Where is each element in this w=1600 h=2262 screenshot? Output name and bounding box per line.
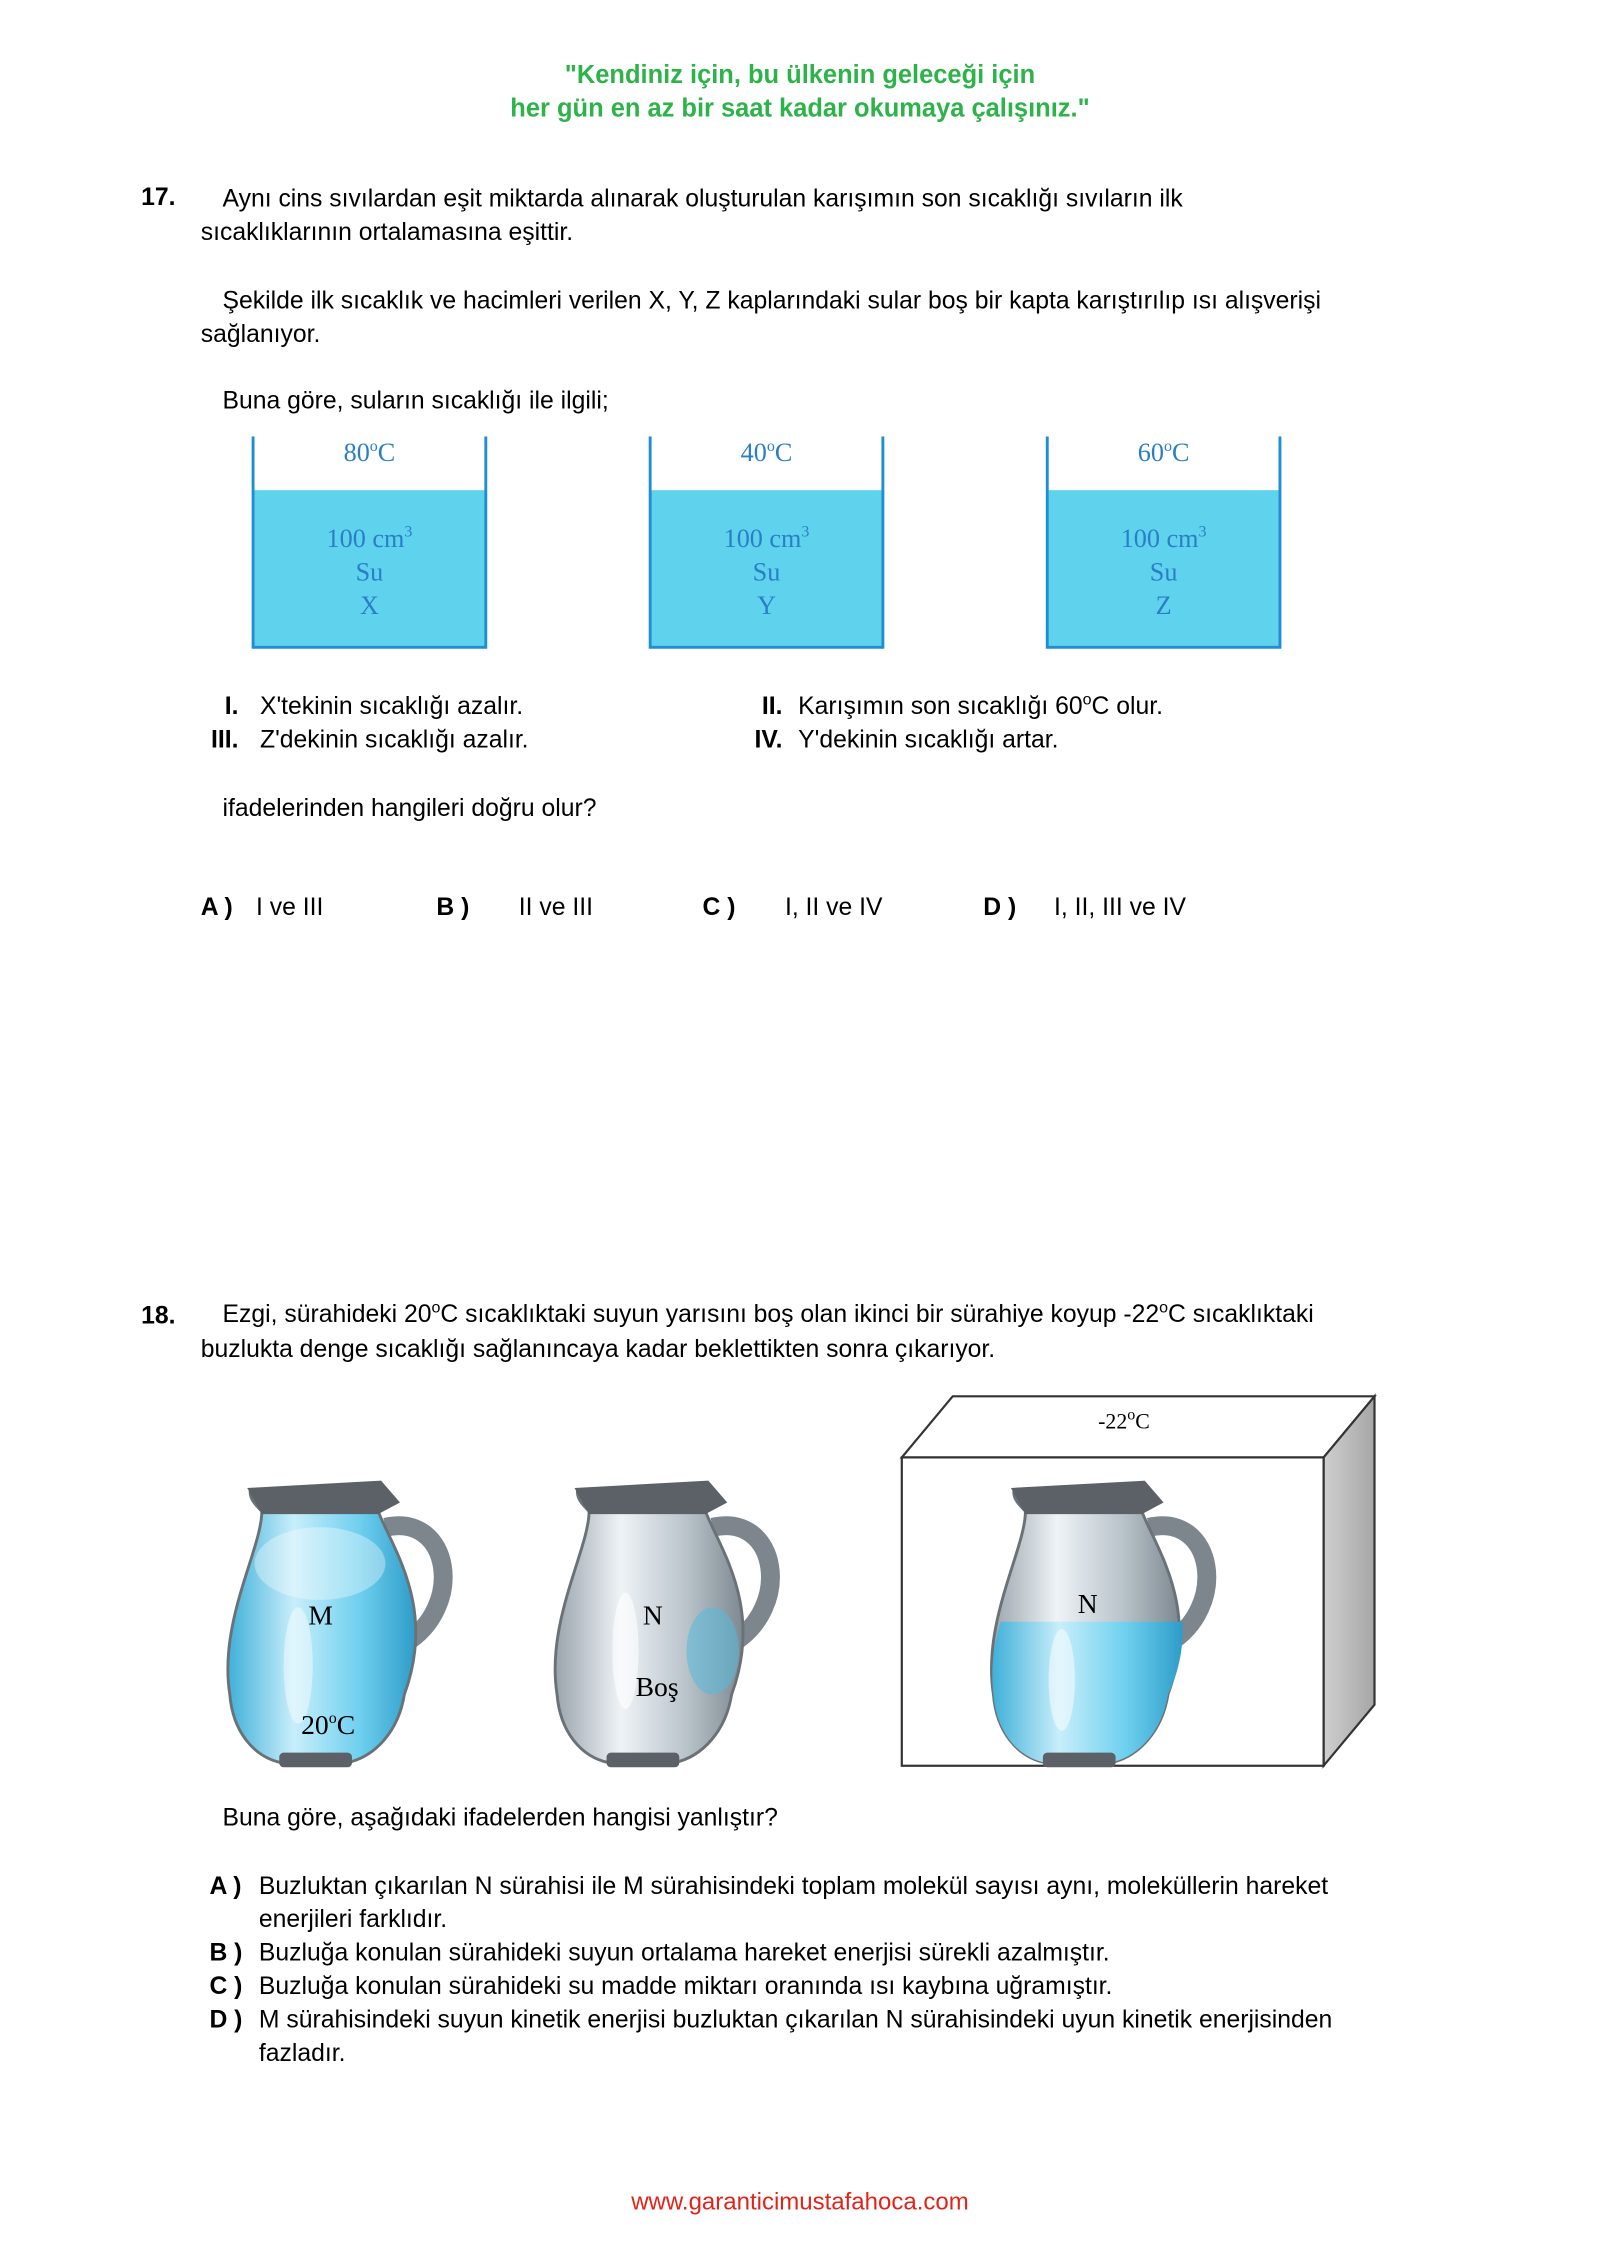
statement-2-numeral: II. [761, 692, 783, 720]
option-key: B ) [436, 893, 470, 921]
pitchers-figure [218, 1389, 1382, 1782]
option-key: C ) [209, 1972, 243, 2000]
option-key: A ) [200, 893, 233, 921]
option-key: A ) [209, 1871, 242, 1900]
statement-4 [739, 723, 1059, 756]
statement-1 [204, 689, 523, 722]
beaker-z-volume: 100 $cm^3$ [1120, 523, 1207, 553]
pitcher-n-freezer-label: N [1077, 1589, 1098, 1621]
beaker-z-label: Z [1155, 590, 1172, 620]
q18-option-a[interactable]: A ) Buzluktan çıkarılan N sürahisi ile M sürahisindeki toplam molekül sayısı aynı, moleküllerin hareket enerjileri farklıdır. [209, 1869, 1328, 1936]
motto-line-1: "Kendiniz için, bu ülkenin geleceği için [564, 59, 1036, 89]
beaker-y-label: Y [757, 590, 776, 620]
q17-intro-line-1: Aynı cins sıvılardan eşit miktarda alınarak oluşturulan karışımın son sıcaklığı sıvıların ilk [222, 184, 1183, 213]
question-17-number: 17. [141, 183, 176, 211]
statement-1-text: X'tekinin sıcaklığı azalır. [259, 692, 524, 720]
beaker-x-temperature: 80$^o$C [343, 437, 396, 467]
beaker-z-substance: Su [1149, 557, 1178, 587]
beaker-y-contents [647, 522, 886, 622]
q17-question: ifadelerinden hangileri doğru olur? [222, 794, 597, 822]
beaker-z-contents [1044, 522, 1283, 622]
freezer-temperature: -22$^o$C [1098, 1406, 1150, 1435]
statement-4-text: Y'dekinin sıcaklığı artar. [798, 725, 1059, 754]
q17-intro-line-2: sıcaklıklarının ortalamasına eşittir. [200, 218, 574, 246]
q17-prompt: Buna göre, suların sıcaklığı ile ilgili; [222, 386, 609, 415]
statement-2-text: Karışımın son sıcaklığı 60$^o$C olur. [798, 691, 1164, 720]
statement-3-numeral: III. [211, 725, 239, 754]
statement-2 [739, 689, 1163, 722]
option-key: D ) [983, 893, 1017, 921]
q18-option-d[interactable]: D ) M sürahisindeki suyun kinetik enerjisi buzluktan çıkarılan N sürahisindeki uyun kinetik enerjisinden fazladır. [209, 2003, 1332, 2070]
q17-setup-line-2: sağlanıyor. [200, 319, 321, 348]
statement-3-text: Z'dekinin sıcaklığı azalır. [259, 725, 529, 754]
footer-url[interactable]: www.garanticimustafahoca.com [631, 2189, 969, 2216]
container-x [250, 436, 489, 650]
q17-option-d[interactable]: D ) I, II, III ve IV [983, 893, 1186, 921]
statement-3 [204, 723, 529, 756]
option-key: D ) [209, 2005, 243, 2034]
beaker-y-volume: 100 $cm^3$ [723, 523, 810, 553]
container-z [1044, 436, 1283, 650]
q17-option-b[interactable]: B ) II ve III [436, 893, 594, 921]
q18-intro-line-2: buzlukta denge sıcaklığı sağlanıncaya kadar beklettikten sonra çıkarıyor. [200, 1335, 996, 1363]
beaker-x-volume: 100 $cm^3$ [326, 523, 413, 553]
pitcher-m-label: M [308, 1601, 333, 1632]
beaker-y-temperature: 40$^o$C [740, 437, 793, 467]
beaker-y-substance: Su [752, 557, 781, 587]
option-key: C ) [702, 893, 736, 921]
beaker-z-temperature: 60$^o$C [1137, 437, 1190, 467]
statement-1-numeral: I. [224, 692, 239, 720]
q17-option-a[interactable]: A ) I ve III [200, 893, 324, 921]
q17-option-c[interactable]: C ) I, II ve IV [702, 893, 883, 921]
q18-question: Buna göre, aşağıdaki ifadelerden hangisi yanlıştır? [222, 1803, 778, 1832]
option-key: B ) [209, 1938, 243, 1967]
q18-option-c[interactable]: C ) Buzluğa konulan sürahideki su madde miktarı oranında ısı kaybına uğramıştır. [209, 1969, 1112, 2002]
beaker-x-substance: Su [355, 557, 384, 587]
pitcher-n-state: Boş [635, 1672, 679, 1704]
statement-4-numeral: IV. [754, 725, 783, 754]
q17-setup-line-1: Şekilde ilk sıcaklık ve hacimleri verilen X, Y, Z kaplarındaki sular boş bir kapta karıştırılıp ısı alışverişi [222, 286, 1322, 315]
pitcher-m-temperature: 20$^o$C [301, 1710, 356, 1742]
pitcher-n-label: N [642, 1601, 663, 1632]
q18-option-b[interactable]: B ) Buzluğa konulan sürahideki suyun ortalama hareket enerjisi sürekli azalmıştır. [209, 1936, 1109, 1969]
motto-line-2: her gün en az bir saat kadar okumaya çalışınız." [510, 93, 1090, 123]
q18-intro-line-1: Ezgi, sürahideki 20$^o$C sıcaklıktaki suyun yarısını boş olan ikinci bir sürahiye koyup -22$^o$C sıcaklıktaki [222, 1299, 1314, 1328]
beaker-x-label: X [359, 590, 379, 620]
beaker-x-contents [250, 522, 489, 622]
container-y [647, 436, 886, 650]
question-18-number: 18. [141, 1301, 176, 1330]
